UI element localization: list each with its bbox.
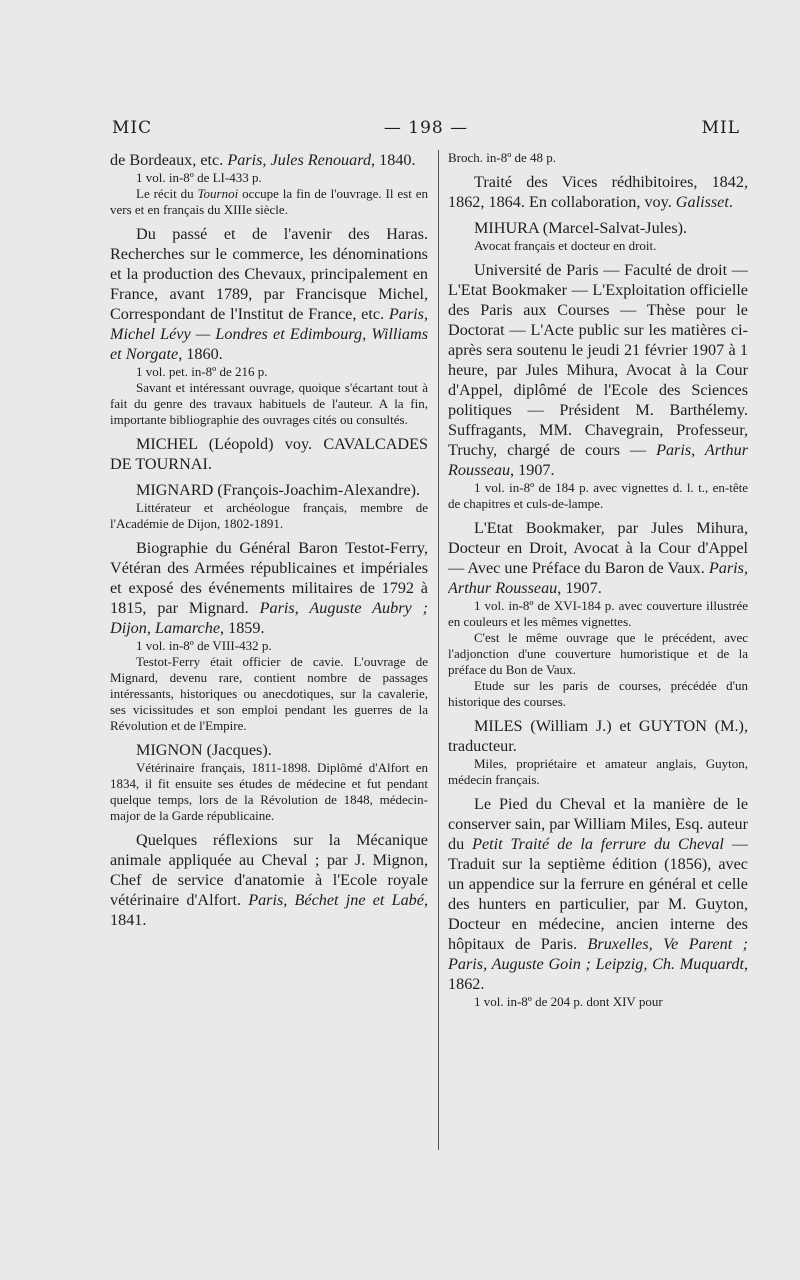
text-paragraph [110,538,428,638]
note-paragraph [110,500,428,532]
text-span: , 1860. [178,345,223,363]
text-paragraph [448,260,748,480]
text-span: Le récit du [136,186,198,201]
header-left: MIC [112,118,153,138]
note-paragraph [110,170,428,186]
note-paragraph [448,756,748,788]
text-span: MIGNON (Jacques). [136,741,272,759]
text-span: Le Pied du Cheval et la manière de le conserver sain, par William Miles, Esq. auteur du [448,795,748,853]
text-paragraph [448,794,748,994]
running-header [112,118,740,146]
italic-span: Paris, Arthur Rousseau [448,559,748,597]
text-span: 1 vol. in-8º de LI-433 p. [136,170,262,185]
text-span: Du passé et de l'avenir des Haras. Recherches sur le commerce, les dénominations et la production des Chevaux, principalement en France, avant 1789, par Francisque Michel, Correspondant de l'Institut de France, etc. [110,225,428,323]
text-span: Broch. in-8º de 48 p. [448,150,557,165]
italic-span: Tournoi [197,186,239,201]
text-span: Testot-Ferry était officier de cavie. L'ouvrage de Mignard, devenu rare, contient nombre de passages intéressants, historiques ou anecdotiques, sur la cavalerie, ses vicissitudes et son emploi pendant les guerres de la Révolution et de l'Empire. [110,654,428,733]
entry-heading [448,716,748,756]
text-span: . [728,193,733,211]
text-span: Avocat français et docteur en droit. [474,238,657,253]
text-span: , 1841. [110,891,428,929]
text-span: C'est le même ouvrage que le précédent, avec l'adjonction d'une couverture humoristique et de la préface du Bon de Vaux. [448,630,748,677]
note-paragraph [110,638,428,654]
text-span: , 1840. [371,151,416,169]
text-span: 1 vol. in-8º de 204 p. dont XIV pour [474,994,663,1009]
text-span: MILES (William J.) et GUYTON (M.), traducteur. [448,717,748,755]
left-column [110,150,428,1155]
italic-span: Bruxelles, Ve Parent ; Paris, Auguste Goin ; Leipzig, Ch. Muquardt [448,935,748,973]
text-span: Quelques réflexions sur la Mécanique animale appliquée au Cheval ; par J. Mignon, Chef de service d'anatomie à l'Ecole royale vétérinaire d'Alfort. [110,831,428,909]
note-paragraph [110,760,428,824]
note-paragraph [448,480,748,512]
note-paragraph [110,364,428,380]
note-paragraph [110,654,428,734]
text-paragraph [110,224,428,364]
text-span: 1 vol. pet. in-8º de 216 p. [136,364,268,379]
italic-span: Paris, Béchet jne et Labé [248,891,424,909]
text-paragraph [110,830,428,930]
entry-heading [110,480,428,500]
italic-span: Paris, Jules Renouard [227,151,372,169]
right-column [448,150,748,1170]
italic-span: Paris, Arthur Rousseau [448,441,748,479]
text-span: , 1907. [557,579,602,597]
text-span: occupe la fin de l'ouvrage. Il est en vers et en français du XIIIe siècle. [110,186,428,217]
text-paragraph [448,518,748,598]
text-span: Savant et intéressant ouvrage, quoique s'écartant tout à fait du genre des travaux habituels de l'auteur. A la fin, importante bibliographie des ouvrages cités ou consultés. [110,380,428,427]
text-span: Biographie du Général Baron Testot-Ferry, Vétéran des Armées républicaines et impériales et exposé des événements militaires de 1792 à 1815, par Mignard. [110,539,428,617]
column-divider [438,150,439,1150]
text-span: 1 vol. in-8º de 184 p. avec vignettes d. l. t., en-tête de chapitres et culs-de-lampe. [448,480,748,511]
text-span: 1 vol. in-8º de VIII-432 p. [136,638,272,653]
note-paragraph [448,678,748,710]
text-span: Miles, propriétaire et amateur anglais, Guyton, médecin français. [448,756,748,787]
entry-heading [110,434,428,474]
header-right: MIL [701,118,740,138]
note-paragraph [448,630,748,678]
text-span: 1 vol. in-8º de XVI-184 p. avec couverture illustrée en couleurs et les mêmes vignettes. [448,598,748,629]
text-span: MIHURA (Marcel-Salvat-Jules). [474,219,688,237]
text-paragraph [448,172,748,212]
text-paragraph [110,150,428,170]
text-span: de Bordeaux, etc. [110,151,228,169]
text-span: Traité des Vices rédhibitoires, 1842, 1862, 1864. En collaboration, voy. [448,173,748,211]
entry-heading [448,218,748,238]
italic-span: Paris, Michel Lévy — Londres et Edimbourg, Williams et Norgate [110,305,428,363]
italic-span: Petit Traité de la ferrure du Cheval [472,835,724,853]
italic-span: Galisset [675,193,729,211]
text-span: , 1859. [220,619,265,637]
text-span: Université de Paris — Faculté de droit — L'Etat Bookmaker — L'Exploitation officielle des Paris aux Courses — Thèse pour le Doctorat — L'Acte public sur les matières ci-après sera soutenu le jeudi 21 février 1907 à 1 heure, par Jules Mihura, Avocat à la Cour d'Appel, diplômé de l'Ecole des Sciences politiques — Président M. Barthélemy. Suffragants, MM. Chavegrain, Professeur, Truchy, chargé de cours — [448,261,748,459]
text-span: Etude sur les paris de courses, précédée d'un historique des courses. [448,678,748,709]
note-paragraph [448,994,748,1010]
note-paragraph [448,598,748,630]
italic-span: Paris, Auguste Aubry ; Dijon, Lamarche [110,599,428,637]
text-span: , 1907. [510,461,555,479]
entry-heading [110,740,428,760]
text-span: — Traduit sur la septième édition (1856), avec un appendice sur la ferrure en général et celle des hunters en particulier, par M. Guyton, Docteur en médecine, ancien interne des hôpitaux de Paris. [448,835,748,953]
text-span: Vétérinaire français, 1811-1898. Diplômé d'Alfort en 1834, il fit ensuite ses études de médecine et fut pendant quelque temps, lors de la Révolution de 1848, médecin-major de la Garde républicaine. [110,760,428,823]
note-paragraph [110,380,428,428]
text-span: Littérateur et archéologue français, membre de l'Académie de Dijon, 1802-1891. [110,500,428,531]
page-number: — 198 — [383,118,469,138]
text-span: MIGNARD (François-Joachim-Alexandre). [136,481,421,499]
note-paragraph [448,150,748,166]
text-span: L'Etat Bookmaker, par Jules Mihura, Docteur en Droit, Avocat à la Cour d'Appel — Avec une Préface du Baron de Vaux. [448,519,748,577]
text-span: , 1862. [448,955,748,993]
text-span: MICHEL (Léopold) voy. CAVALCADES DE TOURNAI. [110,435,428,473]
note-paragraph [110,186,428,218]
note-paragraph [448,238,748,254]
